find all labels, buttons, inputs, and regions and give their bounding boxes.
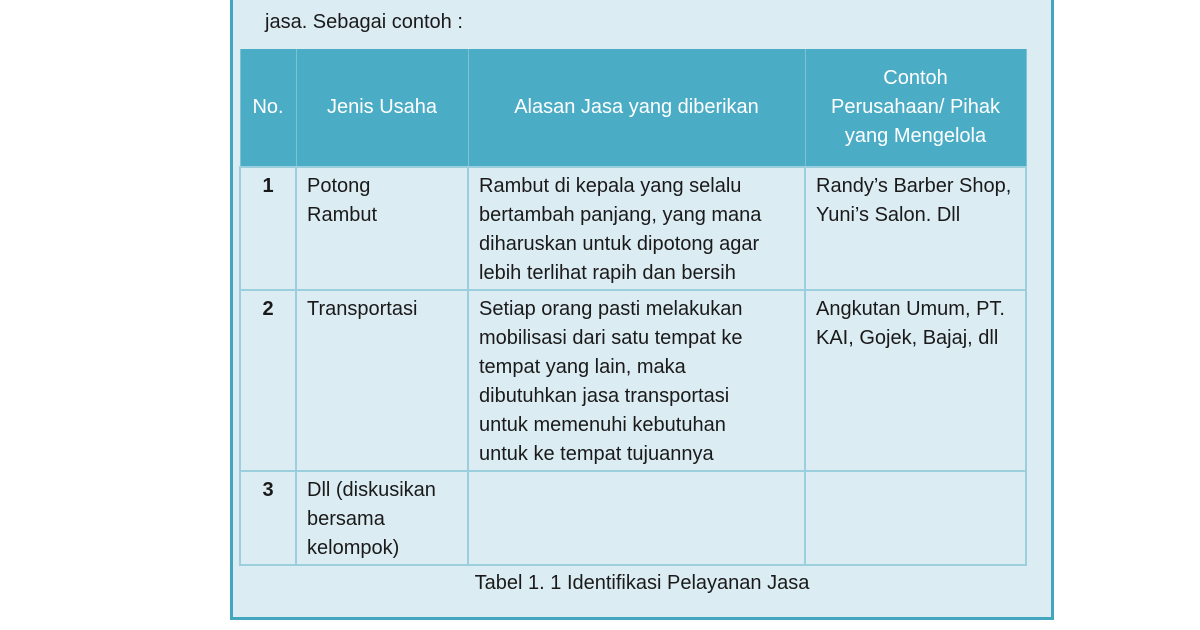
header-contoh: [805, 49, 1026, 167]
header-contoh-line3: yang Mengelola: [844, 125, 987, 147]
header-contoh-line2: Perusahaan/ Pihak: [830, 96, 1000, 118]
row-alasan: Rambut di kepala yang selalu bertambah panjang, yang mana diharuskan untuk dipotong agar lebih terlihat rapih dan bersih: [468, 167, 805, 290]
table-row: [240, 471, 1026, 565]
services-table: [239, 49, 1027, 566]
row-contoh: Angkutan Umum, PT. KAI, Gojek, Bajaj, dll: [805, 290, 1026, 471]
content-frame: [230, 0, 1054, 620]
table-row: [240, 167, 1026, 290]
row-jenis-usaha: Dll (diskusikan bersama kelompok): [296, 471, 468, 565]
header-no: No.: [240, 49, 296, 167]
row-jenis-usaha: Potong Rambut: [296, 167, 468, 290]
table-row: [240, 290, 1026, 471]
intro-text: jasa. Sebagai contoh :: [265, 11, 463, 33]
row-contoh: [805, 471, 1026, 565]
row-number: 1: [240, 167, 296, 290]
header-alasan: Alasan Jasa yang diberikan: [468, 49, 805, 167]
row-alasan: [468, 471, 805, 565]
row-number: 3: [240, 471, 296, 565]
row-alasan: Setiap orang pasti melakukan mobilisasi dari satu tempat ke tempat yang lain, maka dibutuhkan jasa transportasi untuk memenuhi kebutuhan untuk ke tempat tujuannya: [468, 290, 805, 471]
table-caption: Tabel 1. 1 Identifikasi Pelayanan Jasa: [474, 572, 810, 594]
row-jenis-usaha: Transportasi: [296, 290, 468, 471]
table-header-row: [240, 49, 1026, 167]
row-number: 2: [240, 290, 296, 471]
header-contoh-line1: Contoh: [883, 67, 948, 89]
header-jenis-usaha: Jenis Usaha: [296, 49, 468, 167]
row-contoh: Randy’s Barber Shop, Yuni’s Salon. Dll: [805, 167, 1026, 290]
